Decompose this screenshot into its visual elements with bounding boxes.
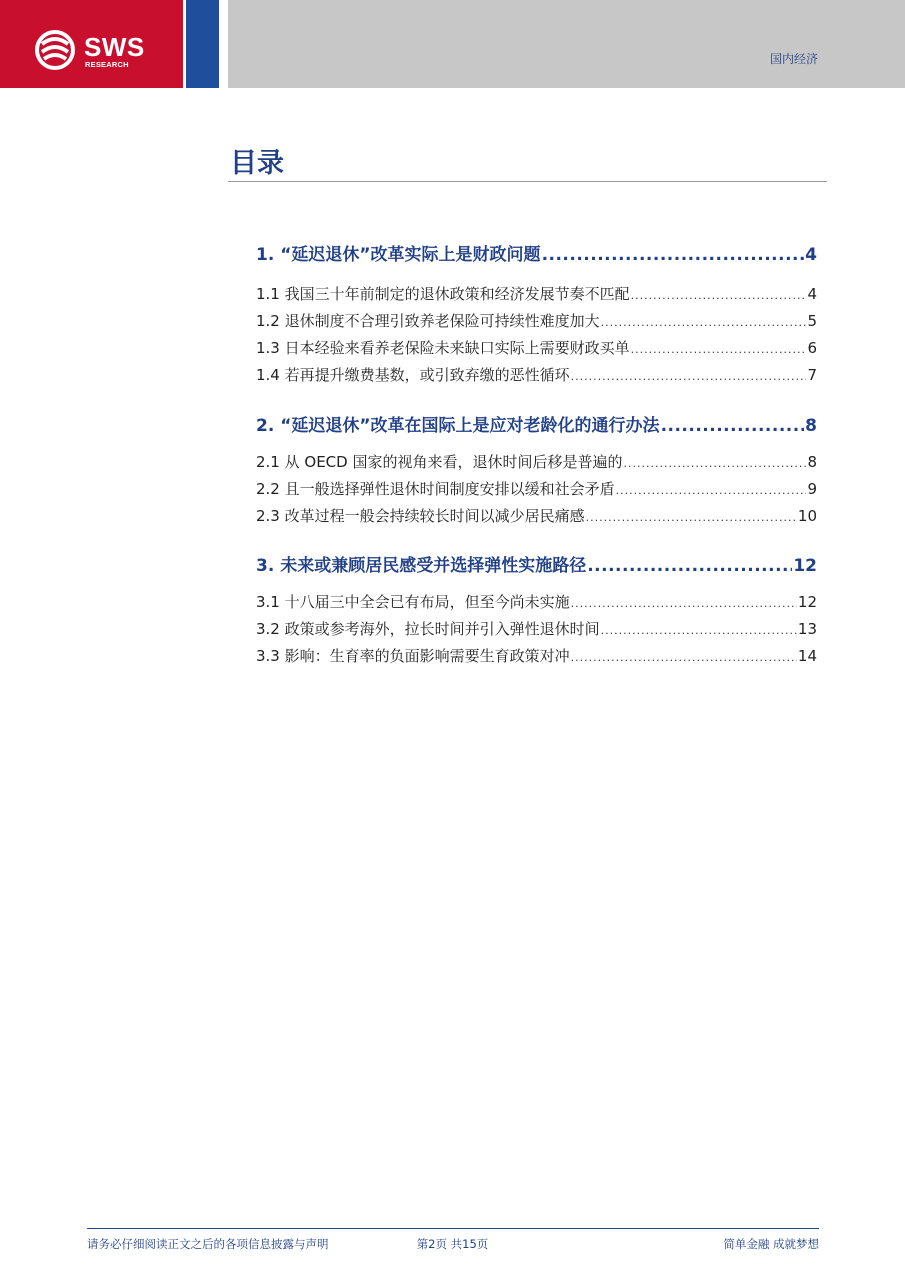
footer-disclaimer: 请务必仔细阅读正文之后的各项信息披露与声明 [87,1237,329,1251]
toc-entry-text: 2.2 且一般选择弹性退休时间制度安排以缓和社会矛盾 [256,480,615,498]
toc-entry-page: 14 [797,647,817,665]
toc-entry-text: 2.1 从 OECD 国家的视角来看，退休时间后移是普遍的 [256,453,623,471]
footer-page-info: 第2页 共15页 [416,1237,489,1251]
sws-logo [34,30,164,70]
toc-entry-3-2[interactable] [256,618,817,639]
toc-entry-text: 2. “延迟退休”改革在国际上是应对老龄化的通行办法 [256,416,660,436]
toc-entry-1-1[interactable] [256,283,817,304]
toc-leader-dots [542,245,805,265]
toc-entry-text: 1.3 日本经验来看养老保险未来缺口实际上需要财政买单 [256,339,630,357]
section-label: 国内经济 [769,52,818,66]
footer-slogan: 简单金融 成就梦想 [723,1237,819,1251]
logo-subtext: RESEARCH [85,60,129,69]
toc-entry-text: 1.4 若再提升缴费基数，或引致弃缴的恶性循环 [256,366,570,384]
toc-leader-dots [631,289,807,302]
toc-entry-2-2[interactable] [256,478,817,499]
toc-entry-page: 4 [807,285,817,303]
toc-entry-page: 12 [797,593,817,611]
logo-swirl-icon [34,30,78,70]
toc-entry-page: 8 [807,453,817,471]
toc-entry-text: 3.2 政策或参考海外，拉长时间并引入弹性退休时间 [256,620,600,638]
header-blue-block [186,0,219,88]
logo-text: SWS [84,32,145,62]
title-divider [228,181,827,182]
toc-entry-page: 12 [793,556,817,576]
toc-entry-2[interactable] [256,411,817,436]
toc-entry-page: 13 [797,620,817,638]
toc-entry-page: 7 [807,366,817,384]
header-red-block [0,0,183,88]
toc-entry-page: 9 [807,480,817,498]
toc-entry-page: 6 [807,339,817,357]
toc-entry-page: 10 [797,507,817,525]
toc-entry-3[interactable] [256,551,817,576]
toc-entry-1-2[interactable] [256,310,817,331]
toc-entry-3-1[interactable] [256,591,817,612]
toc-entry-text: 1.2 退休制度不合理引致养老保险可持续性难度加大 [256,312,600,330]
header-grey-block [228,0,905,88]
toc-leader-dots [571,370,807,383]
footer-divider [87,1228,819,1229]
toc-leader-dots [616,484,807,497]
toc-entry-page: 8 [805,416,817,436]
toc-leader-dots [631,343,807,356]
toc-entry-1-4[interactable] [256,364,817,385]
toc-entry-text: 3.3 影响：生育率的负面影响需要生育政策对冲 [256,647,570,665]
toc-entry-2-3[interactable] [256,505,817,526]
toc-leader-dots [623,457,806,470]
toc-entry-page: 5 [807,312,817,330]
toc-leader-dots [571,597,797,610]
toc-entry-page: 4 [805,245,817,265]
toc-entry-text: 2.3 改革过程一般会持续较长时间以减少居民痛感 [256,507,585,525]
toc-entry-text: 1.1 我国三十年前制定的退休政策和经济发展节奏不匹配 [256,285,630,303]
toc-leader-dots [661,416,805,436]
toc-leader-dots [571,651,797,664]
toc-entry-1[interactable] [256,240,817,265]
toc-entry-text: 3. 未来或兼顾居民感受并选择弹性实施路径 [256,556,587,576]
toc-entry-1-3[interactable] [256,337,817,358]
toc-leader-dots [601,624,797,637]
toc-entry-text: 3.1 十八届三中全会已有布局，但至今尚未实施 [256,593,570,611]
toc-title: 目录 [230,148,284,179]
toc-leader-dots [587,556,792,576]
toc-entry-text: 1. “延迟退休”改革实际上是财政问题 [256,245,541,265]
toc-entry-3-3[interactable] [256,645,817,666]
toc-entry-2-1[interactable] [256,451,817,472]
toc-leader-dots [586,511,797,524]
toc-leader-dots [601,316,807,329]
